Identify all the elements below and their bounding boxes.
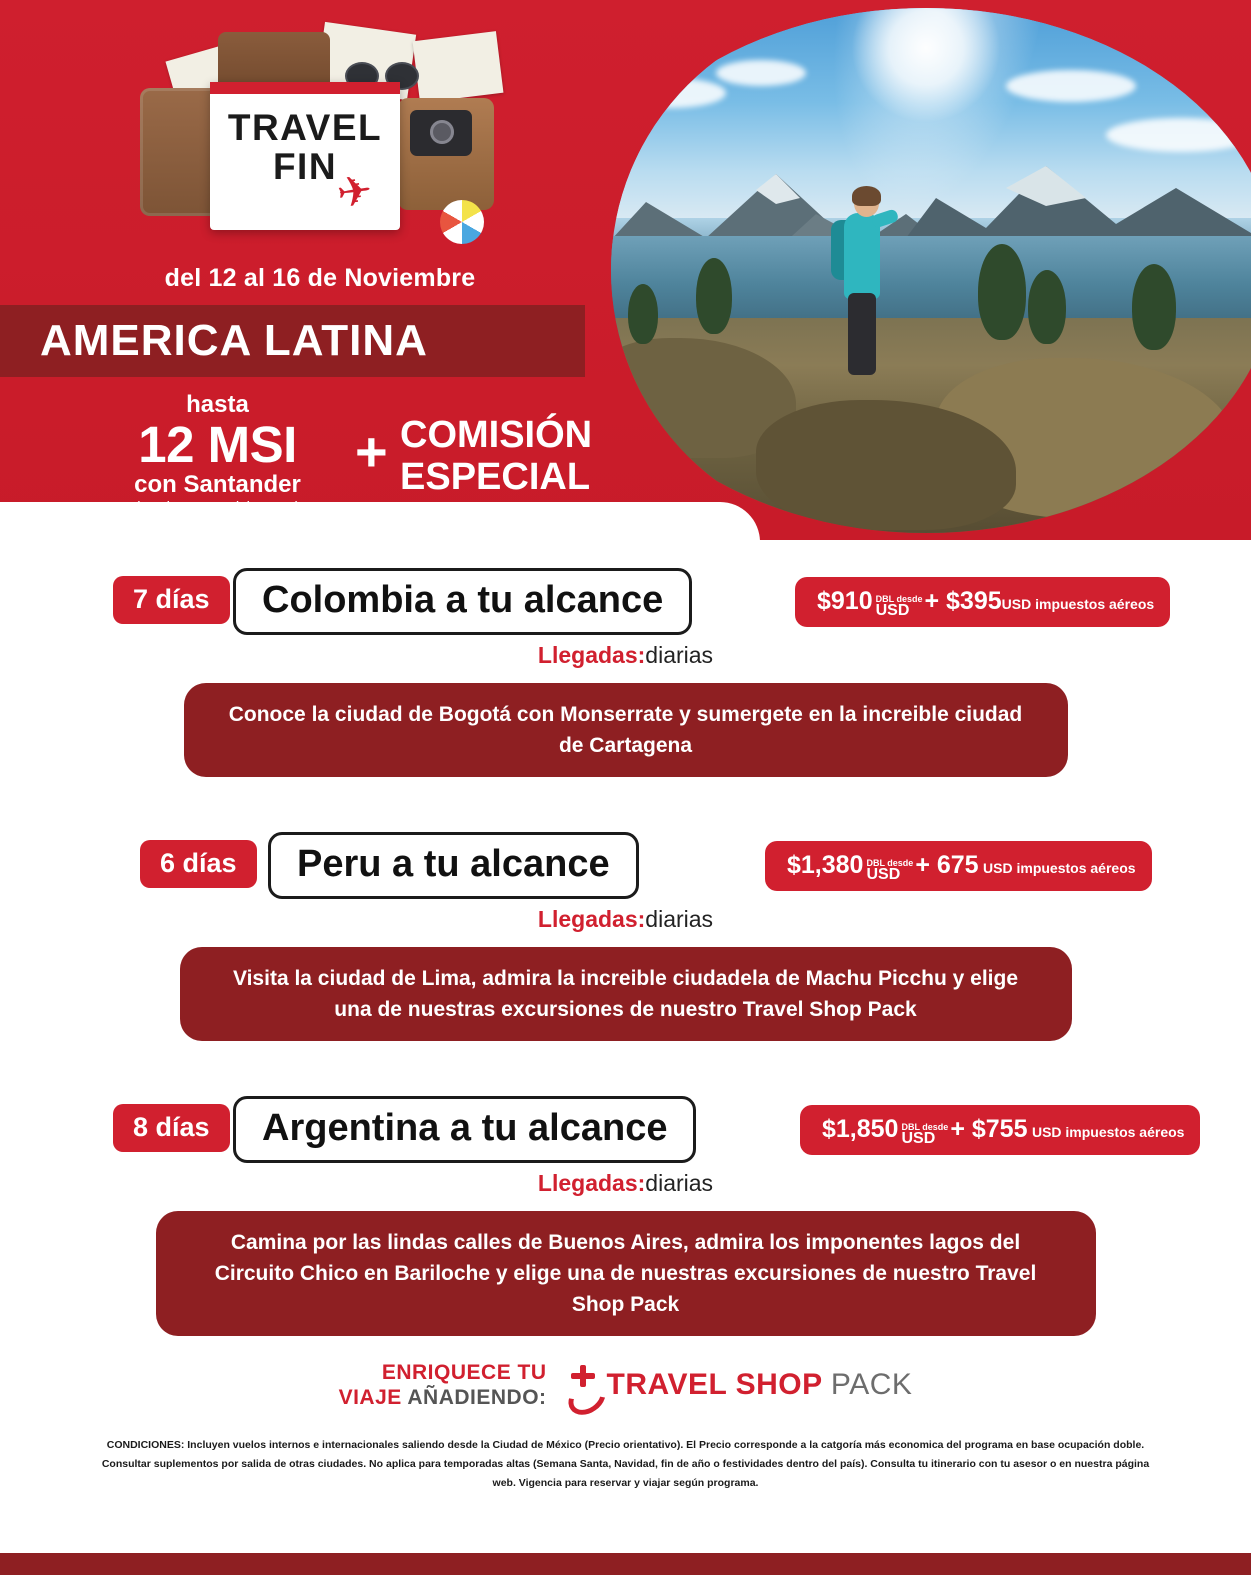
- price-tax-amount: + $395: [924, 587, 1002, 615]
- days-badge: 8 días: [113, 1104, 230, 1152]
- tsp-wordmark: [607, 1368, 913, 1402]
- commission-block: [400, 414, 592, 498]
- offer-description: Visita la ciudad de Lima, admira la increible ciudadela de Machu Picchu y elige una de nuestras excursiones de nuestro Travel Shop Pack: [180, 947, 1072, 1041]
- header-curve: [0, 502, 760, 540]
- plus-sign: +: [355, 420, 388, 483]
- hiker-legs: [848, 293, 876, 375]
- price-badge: [800, 1105, 1200, 1155]
- offer-card[interactable]: [0, 568, 1251, 806]
- arrivals-value: diarias: [645, 642, 714, 668]
- price-currency: USD: [901, 1129, 936, 1147]
- hero-photo-image: [611, 8, 1251, 533]
- price-amount: $1,380: [787, 851, 864, 879]
- travel-shop-pack-banner: [0, 1360, 1251, 1410]
- arrivals-line: [0, 1170, 1251, 1197]
- photo-tree: [628, 284, 658, 344]
- logo-text: [210, 108, 400, 186]
- price-amount: $910: [817, 587, 873, 615]
- tsp-brand: TRAVEL SHOP: [606, 1368, 823, 1401]
- days-badge: 6 días: [140, 840, 257, 888]
- offer-card[interactable]: [0, 832, 1251, 1070]
- tsp-tagline: [339, 1360, 547, 1410]
- tsp-brand-suffix: PACK: [830, 1368, 913, 1401]
- arrivals-label: Llegadas:: [537, 906, 646, 932]
- price-currency: USD: [866, 865, 901, 883]
- photo-cloud: [716, 60, 806, 86]
- arrivals-line: [0, 906, 1251, 933]
- msi-value: 12 MSI: [138, 416, 297, 473]
- price-tax-label: USD impuestos aéreos: [983, 860, 1136, 876]
- price-badge: [795, 577, 1170, 627]
- date-range: del 12 al 16 de Noviembre: [164, 264, 476, 292]
- offer-header: [0, 568, 1251, 630]
- photo-tree: [1028, 270, 1066, 344]
- commission-line-2: ESPECIAL: [400, 456, 591, 498]
- offer-header: [0, 832, 1251, 894]
- swoosh-shape: [562, 1374, 612, 1422]
- arrivals-value: diarias: [645, 906, 714, 932]
- tsp-tagline-line-1: ENRIQUECE TU: [381, 1361, 547, 1384]
- footer-bar: [0, 1553, 1251, 1575]
- photo-tree: [696, 258, 732, 334]
- camera-icon: [410, 110, 472, 156]
- photo-tree: [978, 244, 1026, 340]
- tsp-logo: [565, 1365, 913, 1405]
- offer-title: Argentina a tu alcance: [233, 1096, 696, 1163]
- price-dbl-label: DBL desde: [866, 857, 914, 868]
- card-top-band: [210, 82, 400, 94]
- region-title: AMERICA LATINA: [40, 316, 428, 365]
- arrivals-value: diarias: [645, 1170, 714, 1196]
- airplane-icon: ✈: [333, 165, 376, 218]
- msi-bank: con Santander: [134, 471, 301, 498]
- photo-tree: [1132, 264, 1176, 350]
- beachball-icon: [440, 200, 484, 244]
- logo-line-2: FIN: [272, 146, 338, 187]
- offer-title: Peru a tu alcance: [268, 832, 639, 899]
- map-icon: [413, 31, 504, 103]
- travel-shop-pack-icon: [565, 1365, 599, 1405]
- offers-list: [0, 540, 1251, 1334]
- hiker-hair: [852, 186, 881, 206]
- logo-line-1: TRAVEL: [227, 107, 383, 148]
- price-currency: USD: [875, 601, 910, 619]
- days-badge: 7 días: [113, 576, 230, 624]
- price-amount: $1,850: [822, 1115, 899, 1143]
- price-tax-amount: + $755: [950, 1115, 1028, 1143]
- offer-card[interactable]: [0, 1096, 1251, 1334]
- msi-hasta-label: hasta: [186, 391, 249, 418]
- travel-fin-card: [210, 82, 400, 230]
- price-tax-amount: + 675: [915, 851, 979, 879]
- travel-fin-logo: [120, 10, 520, 280]
- commission-line-1: COMISIÓN: [400, 414, 593, 456]
- offer-description: Camina por las lindas calles de Buenos Aires, admira los imponentes lagos del Circuito Chico en Bariloche y elige una de nuestras excursiones de nuestro Travel Shop Pack: [156, 1211, 1096, 1336]
- region-banner: [0, 305, 585, 377]
- msi-block: [90, 392, 345, 518]
- tsp-tagline-light: AÑADIENDO:: [407, 1386, 547, 1409]
- arrivals-label: Llegadas:: [537, 1170, 646, 1196]
- tsp-tagline-line-2: [339, 1385, 547, 1410]
- promo-header: [0, 0, 1251, 540]
- price-badge: [765, 841, 1152, 891]
- hero-photo: [611, 8, 1251, 533]
- arrivals-label: Llegadas:: [537, 642, 646, 668]
- offer-title: Colombia a tu alcance: [233, 568, 692, 635]
- cross-horizontal: [571, 1373, 595, 1379]
- arrivals-line: [0, 642, 1251, 669]
- offer-header: [0, 1096, 1251, 1158]
- photo-cloud: [1006, 70, 1136, 102]
- offer-description: Conoce la ciudad de Bogotá con Monserrate y sumergete en la increible ciudad de Cartagena: [184, 683, 1068, 777]
- conditions-text: CONDICIONES: Incluyen vuelos internos e internacionales saliendo desde la Ciudad de México (Precio orientativo). El Precio corresponde a la catgoría más economica del programa en base ocupación doble. Consultar suplementos por salida de otras ciudades. No aplica para temporadas altas (Semana Santa, Navidad, fin de año o festividades dentro del país). Consulta tu itinerario con tu asesor o en nuestra página web. Vigencia para reservar y viajar según programa.: [101, 1439, 1150, 1489]
- photo-cloud: [616, 78, 726, 108]
- price-tax-label: USD impuestos aéreos: [1031, 1124, 1185, 1140]
- price-dbl-label: DBL desde: [875, 593, 923, 604]
- price-dbl-label: DBL desde: [901, 1121, 949, 1132]
- tsp-tagline-bold: VIAJE: [338, 1386, 402, 1409]
- price-tax-label: USD impuestos aéreos: [1001, 596, 1155, 612]
